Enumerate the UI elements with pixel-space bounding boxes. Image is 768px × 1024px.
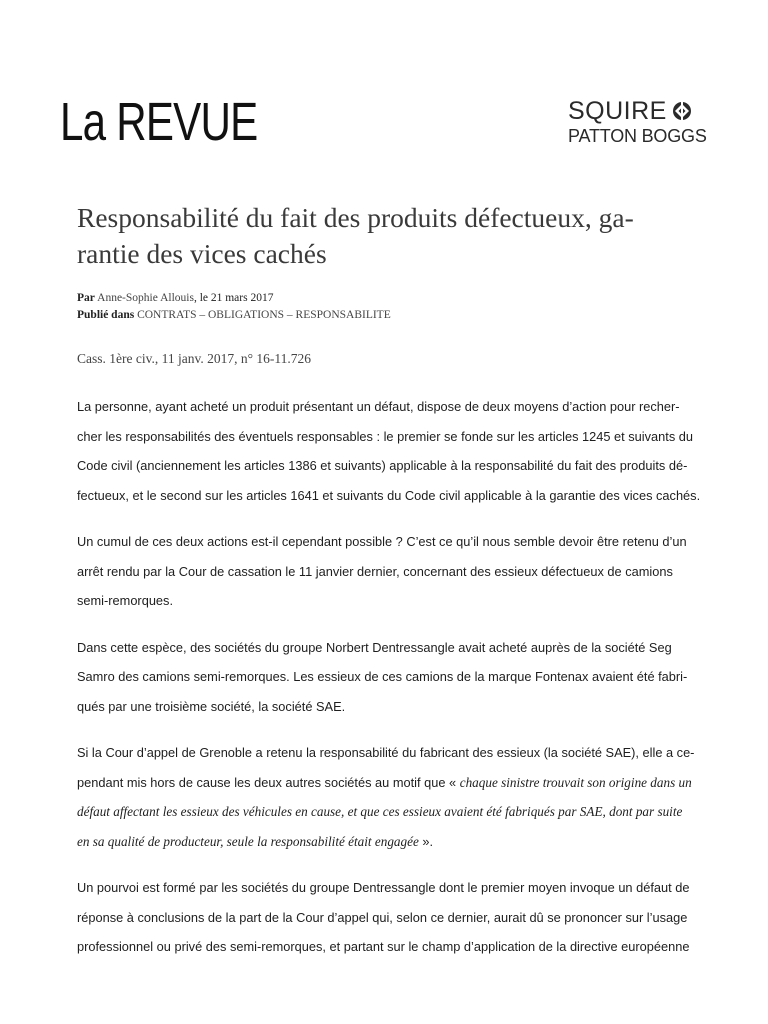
masthead-logo: La REVUE: [60, 92, 258, 152]
paragraph-3: [77, 633, 711, 722]
paragraph-line: La personne, ayant acheté un produit présentant un défaut, dispose de deux moyens d’action pour recher-: [77, 399, 680, 414]
article-title-line1: Responsabilité du fait des produits défectueux, ga-: [77, 202, 634, 233]
firm-logo-line1: [568, 97, 708, 125]
paragraph-line: Un pourvoi est formé par les sociétés du groupe Dentressangle dont le premier moyen invoque un défaut de: [77, 880, 690, 895]
quote-text: en sa qualité de producteur, seule la responsabilité était engagée: [77, 833, 419, 849]
quote-text: chaque sinistre trouvait son origine dans un: [459, 774, 692, 790]
paragraph-line: fectueux, et le second sur les articles 1641 et suivants du Code civil applicable à la garantie des vices cachés.: [77, 487, 701, 503]
published-in: [77, 307, 391, 323]
paragraph-line: arrêt rendu par la Cour de cassation le 11 janvier dernier, concernant des essieux défectueux de camions: [77, 563, 673, 579]
paragraph-1: [77, 392, 711, 510]
paragraph-line: semi-remorques.: [77, 593, 174, 608]
paragraph-line: Dans cette espèce, des sociétés du groupe Norbert Dentressangle avait acheté auprès de la société Seg: [77, 639, 672, 655]
paragraph-line: professionnel ou privé des semi-remorques, et partant sur le champ d’application de la directive européenne: [77, 939, 690, 954]
article-body: [77, 392, 711, 979]
author-link[interactable]: Anne-Sophie Allouis: [97, 292, 194, 304]
firm-name-patton-boggs: PATTON BOGGS: [568, 126, 707, 146]
paragraph-line: [77, 827, 711, 857]
article-title-line2: rantie des vices cachés: [77, 238, 327, 269]
paragraph-line: Samro des camions semi-remorques. Les essieux de ces camions de la marque Fontenax avaient été fabri-: [77, 669, 688, 684]
paragraph-line: [77, 768, 711, 798]
byline: [77, 290, 273, 306]
firm-logo: [568, 97, 708, 146]
paragraph-line: Un cumul de ces deux actions est-il cependant possible ? C’est ce qu’il nous semble devoir être retenu d’un: [77, 534, 687, 549]
quote-text: défaut affectant les essieux des véhicules en cause, et que ces essieux avaient été fabriqués par SAE, dont par suite: [77, 804, 683, 819]
article-title: [77, 200, 717, 272]
paragraph-line: [77, 797, 711, 827]
paragraph-4: [77, 738, 711, 856]
paragraph-line: qués par une troisième société, la société SAE.: [77, 698, 346, 714]
firm-mark-icon: [671, 100, 693, 122]
paragraph-line: Si la Cour d’appel de Grenoble a retenu la responsabilité du fabricant des essieux (la société SAE), elle a ce-: [77, 745, 695, 760]
paragraph-line: cher les responsabilités des éventuels responsables : le premier se fonde sur les articles 1245 et suivants du: [77, 428, 694, 444]
paragraph-text: ».: [418, 833, 434, 849]
paragraph-text: pendant mis hors de cause les deux autres sociétés au motif que «: [77, 774, 460, 790]
paragraph-2: [77, 527, 711, 616]
case-citation: Cass. 1ère civ., 11 janv. 2017, n° 16-11.726: [77, 351, 311, 366]
publish-date: , le 21 mars 2017: [193, 292, 274, 304]
category-link[interactable]: CONTRATS – OBLIGATIONS – RESPONSABILITE: [137, 309, 391, 321]
paragraph-line: réponse à conclusions de la part de la Cour d’appel qui, selon ce dernier, aurait dû se prononcer sur l’usage: [77, 909, 688, 925]
paragraph-5: [77, 873, 711, 962]
byline-prefix: Par: [77, 292, 95, 304]
firm-name-squire: SQUIRE: [568, 97, 667, 125]
published-prefix: Publié dans: [77, 309, 135, 321]
paragraph-line: Code civil (anciennement les articles 1386 et suivants) applicable à la responsabilité du fait des produits dé-: [77, 458, 688, 473]
